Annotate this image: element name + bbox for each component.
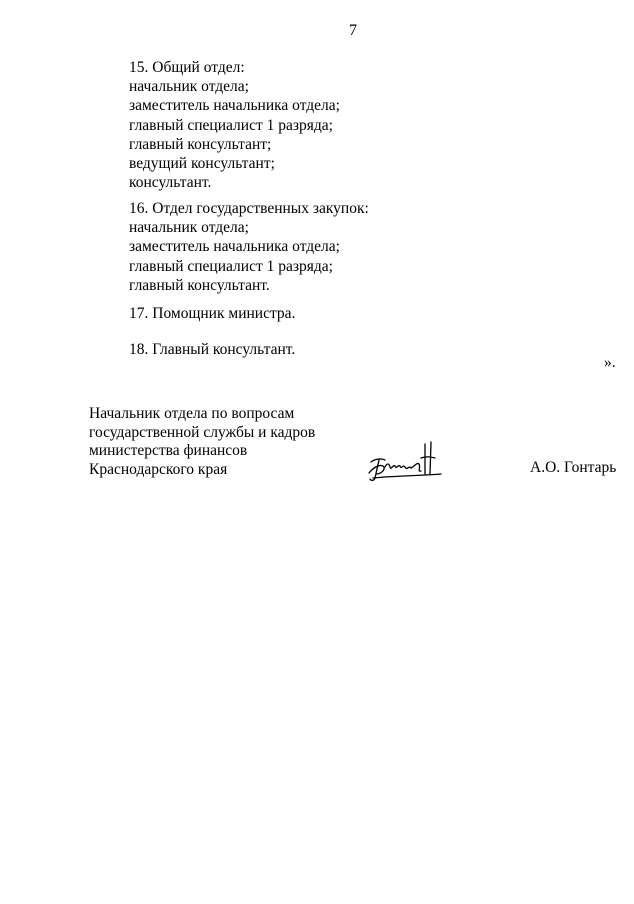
list-item: ведущий консультант; — [129, 155, 275, 173]
list-item: заместитель начальника отдела; — [129, 238, 340, 256]
list-item: начальник отдела; — [129, 78, 249, 96]
list-item: главный консультант; — [129, 135, 272, 153]
section-title: 17. Помощник министра. — [129, 305, 296, 322]
section-title: 16. Отдел государственных закупок: — [129, 200, 369, 217]
page-number: 7 — [349, 22, 357, 39]
handwritten-signature — [365, 440, 445, 482]
signatory-position-line: министерства финансов — [89, 442, 248, 459]
list-item: главный консультант. — [129, 276, 270, 294]
section-17 — [129, 304, 295, 323]
closing-quote: ». — [604, 354, 616, 371]
list-item: консультант. — [129, 174, 212, 192]
signatory-position-line: Начальник отдела по вопросам — [89, 405, 295, 422]
list-item: главный специалист 1 разряда; — [129, 116, 333, 134]
signatory-position-line: Краснодарского края — [89, 460, 228, 478]
section-title: 18. Главный консультант. — [129, 341, 296, 358]
list-item: начальник отдела; — [129, 219, 249, 237]
section-18 — [129, 340, 295, 359]
signatory-position-line: государственной службы и кадров — [89, 423, 316, 441]
section-16 — [129, 199, 369, 295]
section-15 — [129, 58, 340, 192]
signatory-position — [89, 405, 315, 479]
section-title: 15. Общий отдел: — [129, 59, 245, 76]
list-item: главный специалист 1 разряда; — [129, 257, 333, 275]
signatory-name: А.О. Гонтарь — [530, 459, 617, 476]
list-item: заместитель начальника отдела; — [129, 97, 340, 115]
